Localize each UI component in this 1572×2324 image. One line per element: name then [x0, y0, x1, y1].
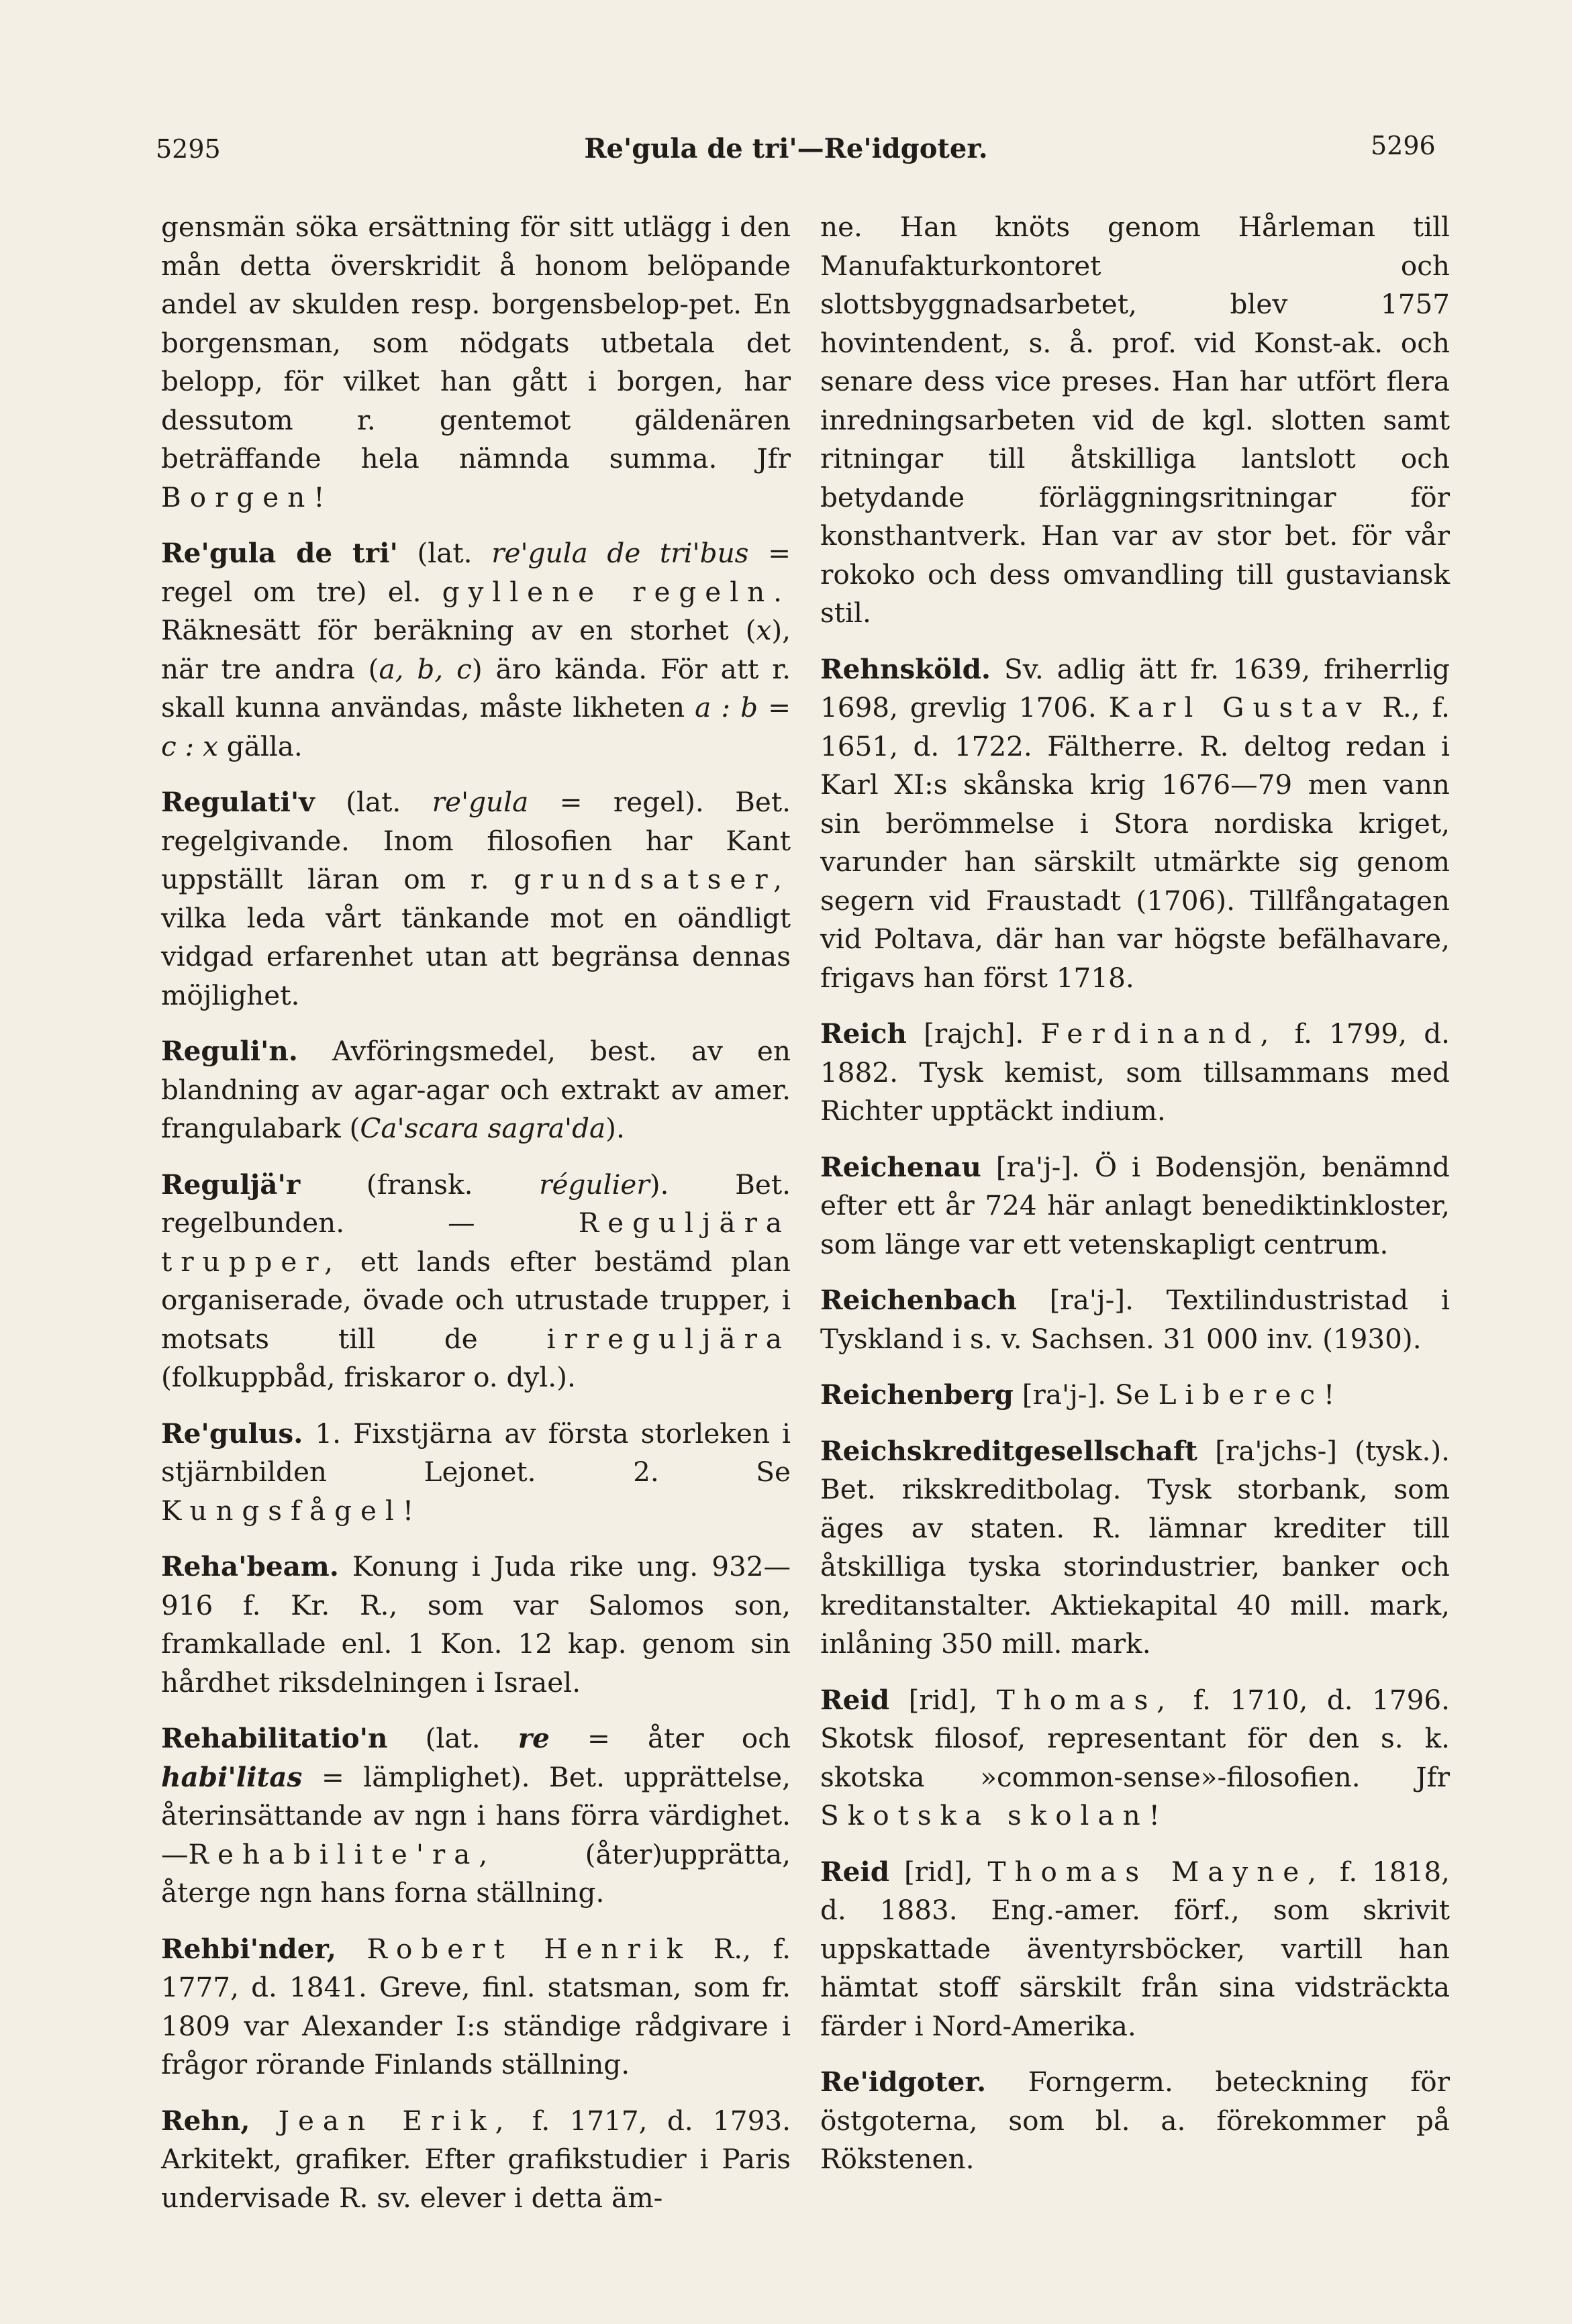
entry-text: R., f. 1651, d. 1722. Fältherre. R. deltog redan i Karl XI:s skånska krig 1676—79 men vann sin berömmelse i Stora nordiska kriget, varunder han särskilt utmärkte sig genom segern vid Fraustadt (1706). Tillfångatagen vid Poltava, där han var högste befälhavare, frigavs han först 1718. — [820, 691, 1450, 994]
spaced-term: gyllene regeln. — [442, 575, 791, 608]
person-name: Thomas Mayne, — [987, 1855, 1326, 1888]
entry-rehabeam — [161, 1548, 791, 1702]
entry-text: Räknesätt för beräkning av en storhet ( — [161, 614, 756, 646]
entry-text: Konung i Juda rike ung. 932—916 f. Kr. R., som var Salomos son, framkallade enl. 1 Kon. 12 kap. genom sin hårdhet riksdelningen i Israel. — [161, 1550, 791, 1699]
entry-text: = åter och — [549, 1722, 791, 1754]
italic-term: a : b = c : x — [161, 691, 791, 762]
entry-text: [rid], — [889, 1855, 988, 1888]
headword: Reguljä'r — [161, 1168, 301, 1201]
entry-text: (åter)upprätta, återge ngn hans forna ställning. — [161, 1837, 791, 1909]
headword: Reichenberg — [820, 1378, 1014, 1411]
entry-text: ). Bet. regelbunden. — — [161, 1168, 791, 1239]
headword: Re'gulus. — [161, 1417, 303, 1450]
spaced-term: irreguljära — [546, 1322, 791, 1355]
entry-text: gälla. — [217, 729, 303, 762]
headword: Reid — [820, 1855, 890, 1888]
italic-term: re'gula — [432, 786, 529, 818]
person-name: Thomas, — [996, 1683, 1175, 1716]
headword: Reid — [820, 1683, 890, 1716]
entry-reid-thomas — [820, 1681, 1450, 1835]
entry-text: (lat. — [397, 537, 492, 569]
headword: Reha'beam. — [161, 1550, 339, 1582]
entry-text: = lämplighet). Bet. upprättelse, återinsättande av ngn i hans förra värdighet. — — [161, 1760, 791, 1870]
headword: Rehabilitatio'n — [161, 1722, 388, 1754]
spaced-term: Rehabilite'ra, — [188, 1837, 497, 1870]
entry-text: ), när tre andra ( — [161, 614, 791, 685]
spaced-term: grundsatser, — [513, 863, 791, 895]
entry-reichenberg — [820, 1376, 1450, 1415]
entry-continuation-left — [161, 208, 791, 517]
entry-text: = regel om tre) el. — [161, 537, 791, 608]
person-name: Ferdinand, — [1040, 1017, 1278, 1050]
entry-text: (lat. — [387, 1722, 518, 1754]
entry-text: ) äro kända. För att r. skall kunna användas, måste likheten — [161, 652, 791, 723]
italic-term: habi'litas — [161, 1760, 303, 1793]
entry-reidgoter — [820, 2063, 1450, 2179]
italic-term: Ca'scara sagra'da — [360, 1112, 606, 1144]
entry-text: vilka leda vårt tänkande mot en oändligt vidgad erfarenhet utan att begränsa dennas möjlighet. — [161, 901, 791, 1011]
entry-reichskreditgesellschaft — [820, 1432, 1450, 1664]
entry-text: f. 1799, d. 1882. Tysk kemist, som tillsammans med Richter upptäckt indium. — [820, 1017, 1450, 1127]
cross-reference: Borgen! — [161, 481, 334, 513]
person-name: Karl Gustav — [1108, 691, 1371, 723]
entry-text: R., f. 1777, d. 1841. Greve, finl. statsman, som fr. 1809 var Alexander I:s ständige rådgivare i frågor rörande Finlands ställning. — [161, 1932, 791, 2080]
entry-text: Forngerm. beteckning för östgoterna, som bl. a. förekommer på Rökstenen. — [820, 2066, 1450, 2175]
headword: Regulati'v — [161, 786, 315, 818]
headword: Reichskreditgesellschaft — [820, 1434, 1197, 1467]
entry-text: ne. Han knöts genom Hårleman till Manufakturkontoret och slottsbyggnadsarbetet, blev 1757 hovintendent, s. å. prof. vid Konst-ak. och senare dess vice preses. Han har utfört flera inredningsarbeten vid de kgl. slotten samt ritningar till åtskilliga lantslott och betydande förläggningsritningar för konsthantverk. Han var av stor bet. för vår rokoko och dess omvandling till gustaviansk stil. — [820, 211, 1450, 629]
entry-regula-de-tri — [161, 534, 791, 766]
entry-reid-thomas-mayne — [820, 1853, 1450, 2046]
entry-text: [ra'j-]. Textilindustristad i Tyskland i s. v. Sachsen. 31 000 inv. (1930). — [820, 1284, 1450, 1355]
entry-text: ). — [605, 1112, 625, 1144]
headword: Reich — [820, 1017, 907, 1050]
italic-term: x — [756, 614, 772, 646]
entry-reichenau — [820, 1148, 1450, 1264]
headword: Rehbi'nder, — [161, 1932, 336, 1965]
entry-text: ett lands efter bestämd plan organiserade, övade och utrustade trupper, i motsats till de — [161, 1245, 791, 1355]
cross-reference: Kungsfågel! — [161, 1494, 423, 1527]
entry-text: Sv. adlig ätt fr. 1639, friherrlig 1698, grevlig 1706. — [820, 652, 1450, 723]
person-name: Robert Henrik — [336, 1932, 692, 1965]
right-column — [820, 208, 1450, 2196]
entry-rehabilitation — [161, 1719, 791, 1913]
entry-text: Avföringsmedel, best. av en blandning av agar-agar och extrakt av amer. frangulabark ( — [161, 1035, 791, 1144]
entry-text: = regel). Bet. regelgivande. Inom filosofien har Kant uppställt läran om r. — [161, 786, 791, 895]
headword: Re'idgoter. — [820, 2066, 987, 2098]
headword: Re'gula de tri' — [161, 537, 398, 569]
entry-continuation-right — [820, 208, 1450, 633]
headword: Reichenau — [820, 1150, 981, 1183]
entry-text: [ra'j-]. Ö i Bodensjön, benämnd efter ett år 724 här anlagt benediktinkloster, som länge var ett vetenskapligt centrum. — [820, 1150, 1450, 1260]
entry-regulus — [161, 1415, 791, 1531]
cross-reference: Liberec! — [1158, 1378, 1344, 1411]
left-column — [161, 208, 791, 2235]
entry-rehnskold — [820, 650, 1450, 998]
entry-rehbinder — [161, 1930, 791, 2084]
entry-text: [ra'j-]. Se — [1013, 1378, 1159, 1411]
entry-text: [ra'jchs-] (tysk.). Bet. rikskreditbolag. Tysk storbank, som äges av staten. R. lämnar krediter till åtskilliga tyska storindustrier, banker och kreditanstalter. Aktiekapital 40 mill. mark, inlåning 350 mill. mark. — [820, 1434, 1450, 1660]
entry-text: f. 1717, d. 1793. Arkitekt, grafiker. Efter grafikstudier i Paris undervisade R. sv. elever i detta äm- — [161, 2104, 791, 2214]
spaced-term: Reguljära trupper, — [161, 1207, 791, 1278]
italic-term: re — [518, 1722, 550, 1754]
entry-text: (fransk. — [300, 1168, 540, 1201]
italic-term: a, b, c — [379, 652, 472, 685]
headword: Rehn, — [161, 2104, 250, 2137]
entry-regulativ — [161, 783, 791, 1015]
cross-reference: Skotska skolan! — [820, 1799, 1169, 1831]
entry-text: 1. Fixstjärna av första storleken i stjärnbilden Lejonet. 2. Se — [161, 1417, 791, 1488]
entry-text: [rid], — [889, 1683, 997, 1716]
entry-text: (lat. — [314, 786, 432, 818]
entry-reguljar — [161, 1166, 791, 1397]
running-head: Re'gula de tri'—Re'idgoter. — [584, 133, 988, 164]
headword: Rehnsköld. — [820, 652, 991, 685]
italic-term: régulier — [539, 1168, 650, 1201]
page-number-right: 5296 — [1371, 131, 1436, 160]
entry-text: f. 1818, d. 1883. Eng.-amer. förf., som skrivit uppskattade äventyrsböcker, vartill han hämtat stoff särskilt från sina vidsträckta färder i Nord-Amerika. — [820, 1855, 1450, 2042]
entry-text: [rajch]. — [906, 1017, 1041, 1050]
entry-rehn — [161, 2102, 791, 2218]
entry-text: gensmän söka ersättning för sitt utlägg i den mån detta överskridit å honom belöpande andel av skulden resp. borgensbelop-pet. En borgensman, som nödgats utbetala det belopp, för vilket han gått i borgen, har dessutom r. gentemot gäldenären beträffande hela nämnda summa. Jfr — [161, 211, 791, 474]
person-name: Jean Erik, — [250, 2104, 513, 2137]
entry-reich — [820, 1015, 1450, 1131]
entry-text: (folkuppbåd, friskaror o. dyl.). — [161, 1361, 576, 1393]
entry-reichenbach — [820, 1281, 1450, 1358]
entry-regulin — [161, 1032, 791, 1148]
page-number-left: 5295 — [156, 134, 221, 164]
entry-text: f. 1710, d. 1796. Skotsk filosof, representant för den s. k. skotska »common-sense»-filosofien. Jfr — [820, 1683, 1450, 1793]
headword: Reichenbach — [820, 1284, 1017, 1316]
headword: Reguli'n. — [161, 1035, 298, 1067]
italic-term: re'gula de tri'bus — [491, 537, 749, 569]
